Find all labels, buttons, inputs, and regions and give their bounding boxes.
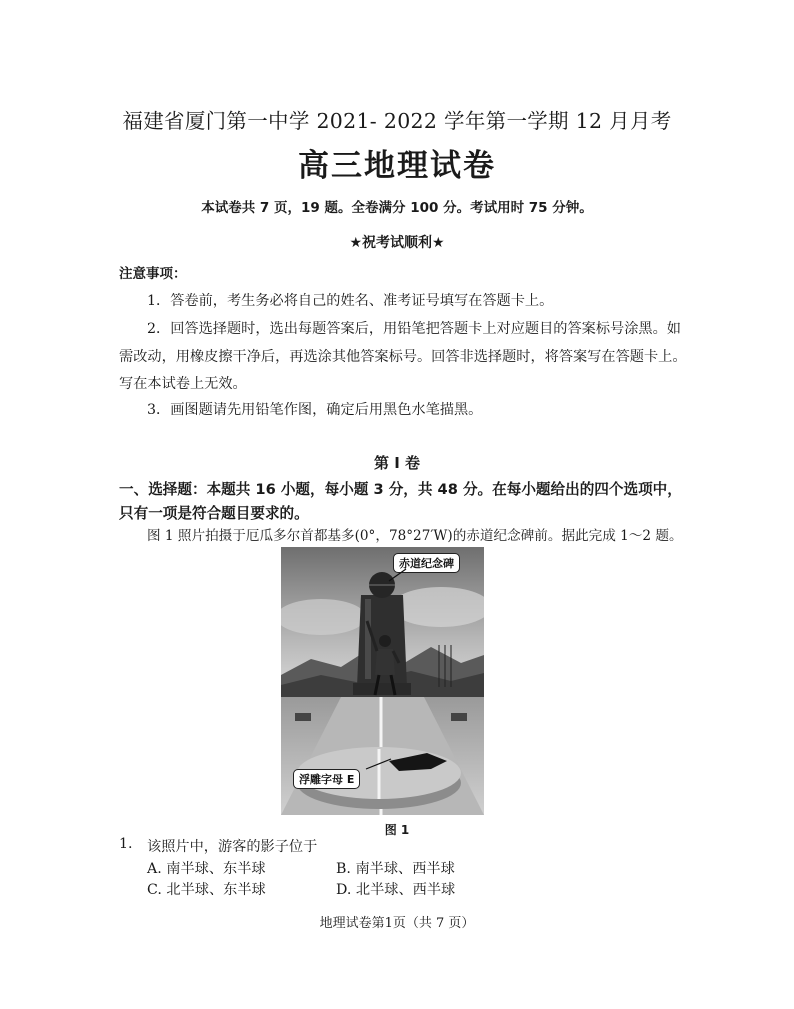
- exam-info: 本试卷共 7 页，19 题。全卷满分 100 分。考试用时 75 分钟。: [201, 200, 593, 216]
- option-text: 北半球、东半球: [166, 882, 266, 898]
- section-instructions-line2: 只有一项是符合题目要求的。: [119, 505, 309, 522]
- page-footer: 地理试卷第1页（共 7 页）: [319, 916, 475, 931]
- notes-heading: 注意事项：: [119, 266, 187, 282]
- option-a[interactable]: [147, 858, 266, 878]
- note-item-1: 1．答卷前，考生务必将自己的姓名、准考证号填写在答题卡上。: [147, 293, 554, 309]
- good-luck-banner: ★祝考试顺利★: [349, 235, 445, 251]
- note-item-2-line3: 写在本试卷上无效。: [119, 376, 247, 392]
- question-1-number: 1.: [119, 836, 133, 852]
- equator-monument-photo: [281, 547, 484, 815]
- callout-relief-letter-e: 浮雕字母 E: [293, 769, 360, 789]
- note-item-2-line2: 需改动，用橡皮擦干净后，再选涂其他答案标号。回答非选择题时，将答案写在答题卡上。: [119, 349, 687, 365]
- question-intro: 图 1 照片拍摄于厄瓜多尔首都基多(0°，78°27′W)的赤道纪念碑前。据此完成 1～2 题。: [147, 528, 683, 544]
- option-label: B.: [336, 861, 351, 877]
- option-label: C.: [147, 882, 162, 898]
- option-c[interactable]: [147, 879, 266, 899]
- option-text: 南半球、西半球: [355, 861, 455, 877]
- exam-title-main: 高三地理试卷: [298, 148, 496, 184]
- option-text: 南半球、东半球: [166, 861, 266, 877]
- question-1-stem: 该照片中，游客的影子位于: [147, 839, 318, 855]
- option-label: A.: [147, 861, 162, 877]
- callout-equator-monument: 赤道纪念碑: [393, 553, 460, 573]
- note-item-2-line1: 2．回答选择题时，选出每题答案后，用铅笔把答题卡上对应题目的答案标号涂黑。如: [147, 321, 681, 337]
- option-text: 北半球、西半球: [355, 882, 456, 898]
- note-item-3: 3．画图题请先用铅笔作图，确定后用黑色水笔描黑。: [147, 402, 483, 418]
- section-heading: 第 I 卷: [373, 454, 421, 472]
- option-b[interactable]: [336, 858, 455, 878]
- exam-title-line1: 福建省厦门第一中学 2021- 2022 学年第一学期 12 月月考: [122, 109, 672, 133]
- option-label: D.: [336, 882, 352, 898]
- figure-caption: 图 1: [384, 823, 410, 837]
- option-d[interactable]: [336, 879, 455, 899]
- section-instructions-line1: 一、选择题：本题共 16 小题，每小题 3 分，共 48 分。在每小题给出的四个选项中，: [119, 481, 682, 498]
